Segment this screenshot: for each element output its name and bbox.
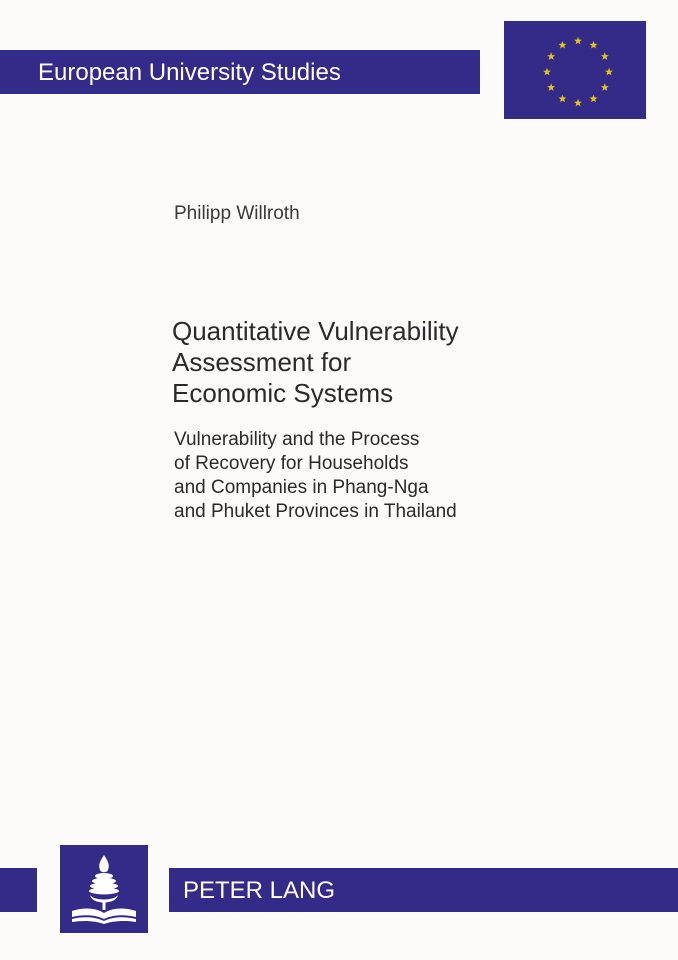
publisher-name: PETER LANG <box>183 877 336 904</box>
eu-star-icon <box>601 83 609 91</box>
title-line: Quantitative Vulnerability <box>172 316 459 346</box>
title-line: Assessment for <box>172 347 352 377</box>
eu-star-icon <box>590 95 598 103</box>
series-band <box>0 50 480 94</box>
eu-star-icon <box>547 52 555 60</box>
eu-flag <box>504 21 646 119</box>
eu-stars-icon <box>504 21 646 119</box>
subtitle-line: of Recovery for Households <box>174 453 409 474</box>
eu-star-icon <box>601 52 609 60</box>
eu-star-icon <box>605 68 613 76</box>
series-title: European University Studies <box>38 59 341 86</box>
publisher-band-left <box>0 868 37 912</box>
title-line: Economic Systems <box>172 378 394 408</box>
eu-star-icon <box>543 68 551 76</box>
publisher-logo <box>60 845 148 933</box>
eu-star-icon <box>574 99 582 107</box>
lotus-book-logo-icon <box>60 845 148 933</box>
subtitle-line: and Phuket Provinces in Thailand <box>174 501 457 522</box>
author-name: Philipp Willroth <box>174 203 300 224</box>
eu-star-icon <box>559 41 567 49</box>
eu-star-icon <box>559 95 567 103</box>
subtitle-line: Vulnerability and the Process <box>174 429 420 450</box>
book-title <box>172 316 459 409</box>
eu-star-icon <box>590 41 598 49</box>
subtitle-line: and Companies in Phang-Nga <box>174 477 429 498</box>
book-subtitle <box>174 428 457 524</box>
eu-star-icon <box>547 83 555 91</box>
publisher-band <box>169 868 678 912</box>
eu-star-icon <box>574 37 582 45</box>
